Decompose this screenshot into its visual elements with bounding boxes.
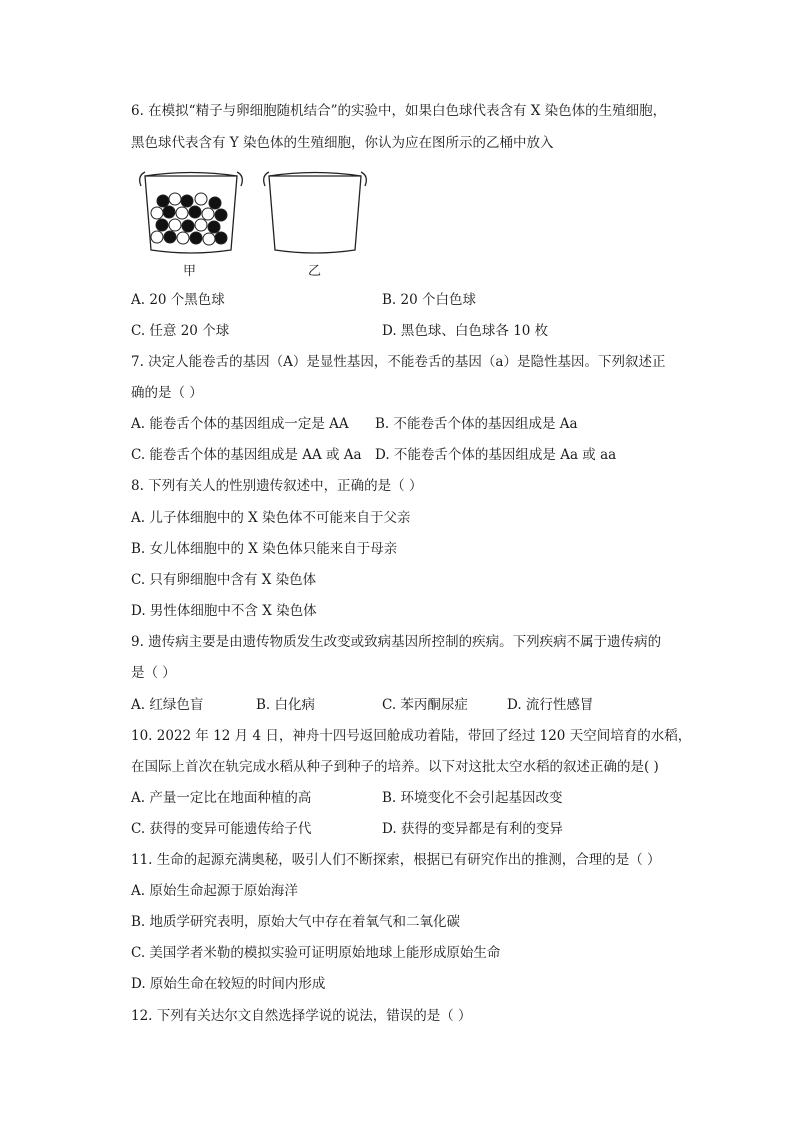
q11-option-b: B. 地质学研究表明，原始大气中存在着氧气和二氧化碳: [131, 914, 461, 930]
q9-option-d: D. 流行性感冒: [507, 697, 594, 713]
q6-stem-line2: 黑色球代表含有 Y 染色体的生殖细胞，你认为应在图所示的乙桶中放入: [131, 135, 554, 151]
q10-option-d: D. 获得的变异都是有利的变异: [382, 821, 563, 837]
q9-option-b: B. 白化病: [256, 697, 316, 713]
q8-option-b: B. 女儿体细胞中的 X 染色体只能来自于母亲: [131, 541, 398, 557]
q8-option-c: C. 只有卵细胞中含有 X 染色体: [131, 572, 317, 588]
q6-option-a: A. 20 个黑色球: [131, 292, 225, 308]
q9-stem-line2: 是（ ）: [131, 665, 176, 681]
q9-stem-line1: 9. 遗传病主要是由遗传物质发生改变或致病基因所控制的疾病。下列疾病不属于遗传病的: [131, 634, 662, 650]
q8-option-a: A. 儿子体细胞中的 X 染色体不可能来自于父亲: [131, 510, 411, 526]
buckets-illustration: [131, 166, 381, 256]
q11-option-c: C. 美国学者米勒的模拟实验可证明原始地球上能形成原始生命: [131, 945, 501, 961]
q11-stem-line1: 11. 生命的起源充满奥秘，吸引人们不断探索，根据已有研究作出的推测，合理的是（ ）: [131, 852, 661, 868]
bucket-a-label: 甲: [183, 264, 197, 279]
q10-option-c: C. 获得的变异可能遗传给子代: [131, 821, 312, 837]
q7-option-a: A. 能卷舌个体的基因组成一定是 AA: [131, 416, 349, 432]
q9-option-a: A. 红绿色盲: [131, 697, 204, 713]
q10-stem-line2: 在国际上首次在轨完成水稻从种子到种子的培养。以下对这批太空水稻的叙述正确的是( ): [131, 759, 659, 775]
q7-option-c: C. 能卷舌个体的基因组成是 AA 或 Aa: [131, 447, 362, 463]
q7-stem-line2: 确的是（ ）: [131, 385, 203, 401]
bucket-figure: [131, 166, 381, 284]
q9-option-c: C. 苯丙酮尿症: [382, 697, 468, 713]
q7-option-b: B. 不能卷舌个体的基因组成是 Aa: [375, 416, 578, 432]
q6-option-b: B. 20 个白色球: [382, 292, 476, 308]
q6-stem-line1: 6. 在模拟“精子与卵细胞随机结合”的实验中，如果白色球代表含有 X 染色体的生殖细胞，: [131, 103, 667, 119]
bucket-b-label: 乙: [308, 264, 322, 279]
q11-option-d: D. 原始生命在较短的时间内形成: [131, 976, 326, 992]
q10-option-b: B. 环境变化不会引起基因改变: [382, 790, 563, 806]
q8-option-d: D. 男性体细胞中不含 X 染色体: [131, 603, 317, 619]
bucket-yi: [264, 172, 367, 253]
q10-option-a: A. 产量一定比在地面种植的高: [131, 790, 312, 806]
q7-option-d: D. 不能卷舌个体的基因组成是 Aa 或 aa: [375, 447, 617, 463]
q6-option-c: C. 任意 20 个球: [131, 323, 230, 339]
q11-option-a: A. 原始生命起源于原始海洋: [131, 883, 298, 899]
q6-option-d: D. 黑色球、白色球各 10 枚: [382, 323, 549, 339]
q7-stem-line1: 7. 决定人能卷舌的基因（A）是显性基因，不能卷舌的基因（a）是隐性基因。下列叙述正: [131, 354, 666, 370]
q10-stem-line1: 10. 2022 年 12 月 4 日，神舟十四号返回舱成功着陆，带回了经过 120 天空间培育的水稻，: [131, 728, 692, 744]
q12-stem-line1: 12. 下列有关达尔文自然选择学说的说法，错误的是（ ）: [131, 1008, 472, 1024]
q8-stem-line1: 8. 下列有关人的性别遗传叙述中，正确的是（ ）: [131, 478, 423, 494]
